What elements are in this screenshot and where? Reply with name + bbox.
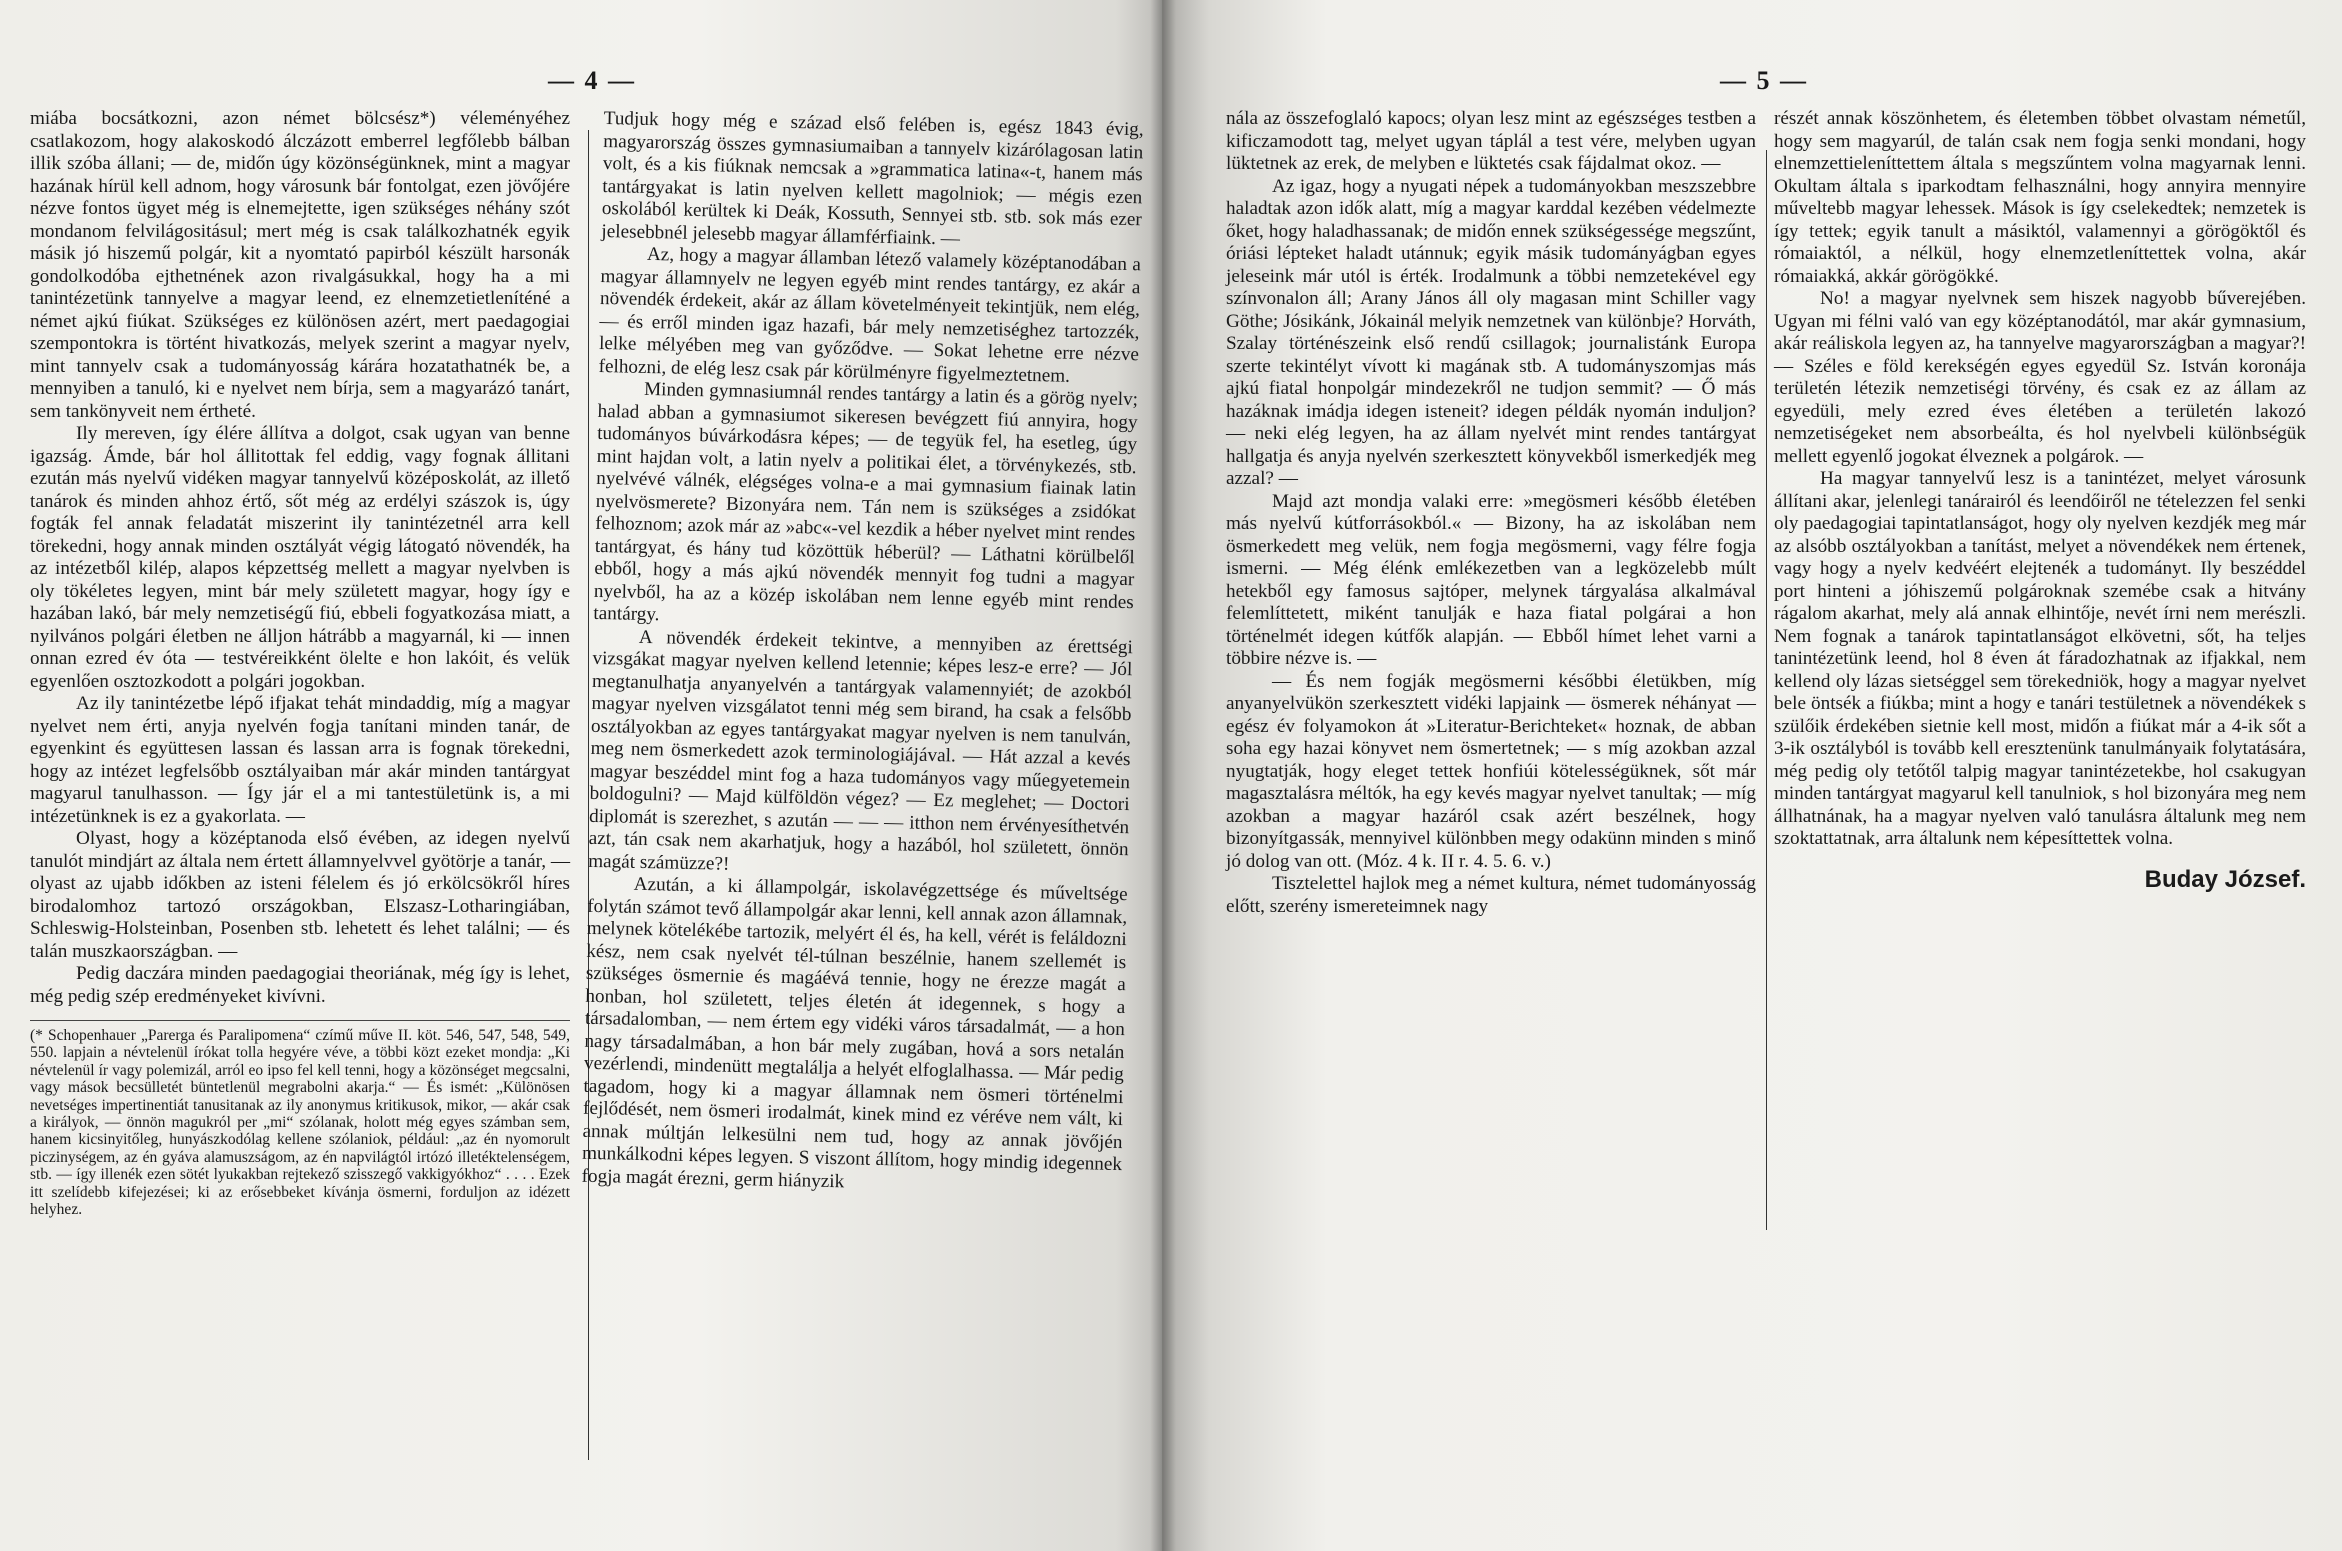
column-divider [1766, 150, 1767, 1230]
page-number: — 4 — [548, 66, 636, 95]
paragraph: No! a magyar nyelvnek sem hiszek nagyobb bűverejében. Ugyan mi félni való van egy középtanodától, mar akár gymnasium, akár reáliskola legyen az, ha tannyelve magyarországban a magyar?! — Széles e föld kerekségén egyes egyedül Sz. István koronája területén létezik nemzetiségi törvény, és csak ez az állam az egyedüli, mely ezred éves életében a területén lakozó nemzetiségeket nem absorbeálta, és hol nyelvbeli különbségük mellett egyenlő jogokat élveznek a polgárok. — [1774, 288, 2306, 467]
column-left-2 [581, 108, 1143, 1199]
column-left-1 [30, 108, 570, 1218]
column-right-2 [1774, 108, 2306, 891]
paragraph: Az igaz, hogy a nyugati népek a tudományokban meszszebbre haladtak azon idők alatt, míg a magyar karddal kezében védelmezte őket, hogy haladhassanak; de midőn ennek szükségessége megszűnt, óriási lépteket haladt utánnuk; egyik másik tudományágban egyes jeleseink már utól is érték. Irodalmunk a többi nemzetekével egy színvonalon áll; Arany János áll oly magasan mint Schiller vagy Göthe; Jósikánk, Jókainál melyik nemzetnek van különbje? Horváth, Szalay történészeink első rendű csillagok; journalistánk Europa szerte tekintélyt vívott ki magának stb. A tudományszomjas más ajkú fiatal honpolgár mindezekről ne tudjon semmit? — Ő más hazáknak imádja idegen isteneit? idegen példák nyomán induljon? — neki elég legyen, ha az állam nyelvét mint rendes tantárgyat hallgatja és anyja nyelvén szerkesztett könyvekből ismerkedjék meg azzal? — [1226, 175, 1756, 489]
paragraph: Olyast, hogy a középtanoda első évében, az idegen nyelvű tanulót mindjárt az általa nem értett államnyelvvel gyötörje a tanár, — olyast az ujabb időkben az isteni félelem és jó erkölcsökről híres birodalomhoz tartozó országokban, Elszasz-Lotharingiában, Schleswig-Holsteinban, Posenben stb. lehetett és lehet találni; — és talán muszkaországban. — [30, 828, 571, 962]
page-4 [0, 0, 1162, 1551]
author-signature: Buday József. [2144, 865, 2306, 893]
paragraph: Az, hogy a magyar államban létező valamely középtanodában a magyar államnyelv ne legyen egyéb mint rendes tantárgy, ez akár a növendék érdekeit, akár az állam követelményeit tekintjük, nem elég, — és erről minden igaz hazafi, bár mely nemzetiséghez tartozzék, lelke mélyében meg van győződve. — Sokat lehetne erre nézve felhozni, de elég lesz csak pár körülményre figyelmeztetnem. [598, 243, 1142, 387]
paragraph: Az ily tanintézetbe lépő ifjakat tehát mindaddig, míg a magyar nyelvet nem érti, anyja nyelvén fogja tanítani minden tanár, de egyenkint és együttesen lassan és lassan arra is fognak törekedni, hogy az intézet legfelsőbb osztályaiban már akár minden tantárgyat magyarul tanulhasson. — Így jár el a mi tantestületünk is, a mi intézetünknek is ez a gyakorlata. — [30, 693, 570, 827]
paragraph: nála az összefoglaló kapocs; olyan lesz mint az egészséges testben a kificzamodott tag, melyet ugyan táplál a test vére, melyben ugyan lüktetnek az erek, de melyben e lüktetés csak fájdalmat okoz. — [1226, 108, 1756, 174]
paragraph: A növendék érdekeit tekintve, a mennyiben az érettségi vizsgákat magyar nyelven kellend letennie; képes lesz-e erre? — Jól megtanulhatja anyanyelvén a tantárgyak valamennyiét; de azokból magyar nyelven vizsgálatot tenni még sem birand, ha csak a felsőbb osztályokban az egyes tantárgyakat magyar nyelven is nem tanulván, meg nem ösmerkedett azok terminologiájával. — Hát azzal a kevés magyar beszéddel mint fog a haza tudományos vagy műegyetemein boldogulni? — Majd külföldön végez? — Ez meglehet; — Doctori diplomát is szerezhet, s azután — — — itthon nem érvényesíthetvén azt, tán csak nem akarhatjuk, hogy a hazából, hol született, önnön magát számüzze?! [588, 626, 1134, 875]
paragraph: Tisztelettel hajlok meg a német kultura, német tudományosság előtt, szerény ismereteimnek nagy [1226, 873, 1756, 917]
paragraph: részét annak köszönhetem, és életemben többet olvastam németűl, hogy sem magyarúl, de talán csak nem fogja senki mondani, hogy elnemzettieleníttettem általa s megszűntem volna magyarnak lenni. Okultam általa s iparkodtam felhasználni, hogy annyira mennyire műveltebb magyar lehessek. Mások is így cselekedtek; nemzetek is így tettek; egyik tanult a másiktól, valamennyi a görögöktől és rómaiaktól, a nélkül, hogy elnemzetleníttettek volna, akár rómaiakká, akkár görögökké. [1774, 108, 2306, 287]
paragraph: Tudjuk hogy még e század első felében is, egész 1843 évig, magyarország összes gymnasiumaiban a tannyelv kizárólagosan latin volt, és a kis fiúknak nemcsak a »grammatica latina«-t, hanem más tantárgyakat is latin nyelven kellett magolniok; — mégis ezen oskolából kerültek ki Deák, Kossuth, Sennyei stb. stb. sok más ezer jelesebbnél jelesebb magyar államférfiaink. — [601, 108, 1144, 249]
column-right-1 [1226, 108, 1756, 918]
binding-gutter [1150, 0, 1176, 1551]
paragraph: — És nem fogják megösmerni későbbi életükben, míg anyanyelvükön szerkesztett vidéki lapjaink — ösmerek néhányat — egész év folyamokon át »Literatur-Berichteket« hoznak, de abban soha egy hazai könyvet nem ösmertetnek; — s míg azokban azzal nyugtatják, hogy eleget tettek honfiúi kötelességüknek, sőt már magasztalásra méltók, ha egy kevés magyar nyelvet tanultak; — míg azokban a magyar hazáról csak azért beszélnek, hogy bizonyítgassák, mennyivel különbben megy odakünn minden s minő jó dolog van ott. (Móz. 4 k. II r. 4. 5. 6. v.) [1226, 670, 1756, 872]
page-5 [1162, 0, 2342, 1551]
paragraph: Pedig daczára minden paedagogiai theoriának, még így is lehet, még pedig szép eredményeket kivívni. [30, 963, 570, 1007]
footnote: (* Schopenhauer „Parerga és Paralipomena“ czímű műve II. köt. 546, 547, 548, 549, 550. lapjain a névtelenül írókat tolla hegyére véve, a többi közt ezeket mondja: „Ki névtelenül ír vagy polemizál, arról eo ipso fel kell tenni, hogy a közönséget megcsalni, vagy mások becsülletét büntetlenül megrabolni akarja.“ — És ismét: „Különösen nevetséges impertinentiát tanusitanak az ily anonymus kritikusok, mikor, — akár csak a királyok, — önnön magukról per „mi“ szólanak, holott még egyes számban sem, hanem kicsinyitőleg, hunyászkodólag kellene szólaniok, például: „az én nyomorult piczinységem, az én gyáva alamuszságom, az én napvilágtól irtózó illetéktelenségem, stb. — így illenék ezen sötét lyukakban rejtekező szisszegő vakkigyókhoz“ . . . . Ezek itt szelídebb kifejezései; ki az erősebbeket kívánja ösmerni, forduljon az idézett helyhez. [30, 1020, 570, 1218]
page-number: — 5 — [1720, 66, 1808, 95]
paragraph: Azután, a ki állampolgár, iskolavégzettsége és műveltsége folytán számot tevő állampolgár akar lenni, kell annak azon államnak, melynek kötelékébe tartozik, melyért él és, ha kell, vérét is feláldozni kész, nem csak nyelvét tél-túlnan beszélnie, hanem szellemét is szükséges ösmernie és magáévá tennie, hogy ne érezze magát a honban, hol született, teljes életén át idegennek, s hogy a társadalomban, — nem értem egy vidéki város társadalmát, — a hon nagy társadalmában, a hon bár mely zugában, hová a sors netalán vezérlendi, mindenütt megtalálja a helyét elfoglalhassa. — Már pedig tagadom, hogy ki a magyar államnak nem ösmeri történelmi fejlődését, nem ösmeri irodalmát, kinek mind ez véréve nem vált, ki annak múltján lelkesülni nem tud, hogy az annak jövőjén munkálkodni képes legyen. S viszont állítom, hogy mindig idegennek fogja magát érezni, germ hiányzik [581, 873, 1128, 1192]
paragraph: Minden gymnasiumnál rendes tantárgy a latin és a görög nyelv; halad abban a gymnasiumot sikeresen bevégzett fiú annyira, hogy tudományos búvárkodásra képes; — de tegyük fel, ha esetleg, úgy mint hajdan volt, a latin nyelv a politikai élet, a törvénykezés, stb. nyelvévé válnék, elégséges volna-e a mai gymnasium fiainak latin nyelvösmerete? Bizonyára nem. Tán nem is szükséges a zsidókat felhoznom; azok már az »abc«-vel kezdik a héber nyelvet mint rendes tantárgyat, és hány tud közöttük héberül? — Láthatni körülbelől ebből, hogy a más ajkú növendék mennyit fog tudni a magyar nyelvből, ha az a közép iskolában nem lenne egyéb mint rendes tantárgy. [593, 378, 1139, 626]
paragraph: miába bocsátkozni, azon német bölcsész*) véleményéhez csatlakozom, hogy alakoskodó álczázott emberrel legfőlebb bálban illik szóba állani; — de, midőn úgy közönségünknek, mint a magyar hazának hírül kell adnom, hogy városunk bár fontolgat, ezen jövőjére nézve fontos ügyet még is elnemejtette, igen szükséges néhány szót mondanom felvilágositásul; mert még is csak találkozhatnék egyik másik jó hiszemű polgár, kit a nyomtató papirból készült harsonák gondolkodóba ejthetnének azon rivalgásukkal, hogy ha a mi tanintézetünk tannyelve a magyar leend, ez elnemzetietleníténé a német ajkú fiúkat. Szükséges ez különösen azért, mert paedagogiai szempontokra is történt hivatkozás, melyek szerint a magyar nyelv, mint tannyelv csak a tudományosság kárára hozatathatnék be, a mennyiben a tanuló, ki e nyelvet nem bírja, sem a magyarázó tanárt, sem tankönyveit nem értheté. [30, 108, 570, 422]
paragraph: Ha magyar tannyelvű lesz is a tanintézet, melyet városunk állítani akar, jelenlegi tanárairól és leendőiről ne tételezzen fel senki oly paedagogiai tapintatlanságot, hogy oly nyelven kezdjék meg már az alsóbb osztályokban a tanítást, melyet a növendékek nem értenek, vagy hogy a nyelv kedvéért elejtenék a tudományt. Ily beszéddel port hinteni a jóhiszemű polgároknak szemébe csak a hitvány rágalom akarhat, mely alá annak elhintője, nevét írni nem merészli. Nem fognak a tanárok tapintatlanságot elkövetni, sőt, ha teljes tanintézetünk leend, hol 8 éven át fáradozhatnak az ifjakkal, nem kellend oly lázas sietséggel sem törekedniök, hogy a magyar nyelvet bele öntsék a fiúkba; mint a hogy e tanári testületnek a növendékek s szülőik érdekében sietnie kell most, midőn a fiúkat már a 4-ik sőt a 3-ik osztályból is tovább kell eresztenünk tanulmányaik folytatására, még pedig oly tetőtől talpig magyar tanintézetekbe, hol csakugyan minden tantárgyat magyarul kell tanulniok, s hol bizonyára meg nem állhatnának, ha a magyar nyelven való tanulásra általunk meg nem szoktattatnak, arra általunk nem képesíttettek volna. [1774, 468, 2306, 849]
paragraph: Majd azt mondja valaki erre: »megösmeri később életében más nyelvű kútforrásokból.« — Bizony, ha az iskolában nem ösmerkedett meg velük, nem fogja megösmerni, vagy félre fogja ismerni. — Még élénk emlékezetben van a legközelebb múlt hetekből egy famosus sajtóper, melynek tárgyalása alkalmával felemlíttetett, miként tanulják e haza fiatal polgárai a hon történelmét idegen kútfők alapján. — Ebből hímet lehet varni a többire nézve is. — [1226, 490, 1756, 669]
paragraph: Ily mereven, így élére állítva a dolgot, csak ugyan van benne igazság. Ámde, bár hol állitottak fel eddig, vagy fognak állitani ezután más nyelvű vidéken magyar tannyelvű középoskolát, az illető tanárok és minden ahhoz értő, sőt még az erdélyi szászok is, úgy fogták fel annak feladatát miszerint ily tanintézetnél arra kell törekedni, hogy annak minden osztályát végig látogató növendék, ha az intézetből kilép, alapos képzettség mellett a magyar nyelvben is oly tökéletes legyen, mint bár mely született magyar, hogy így e hazában lakó, bár mely nemzetiségű fiú, ebbeli fogyatkozása miatt, a nyilvános polgári életben ne álljon hátrább a magyarnál, ki — innen onnan ezred év óta — testvéreikként ölelte e hon lakóit, és velük egyenlően osztozkodott a polgári jogokban. [30, 423, 570, 692]
